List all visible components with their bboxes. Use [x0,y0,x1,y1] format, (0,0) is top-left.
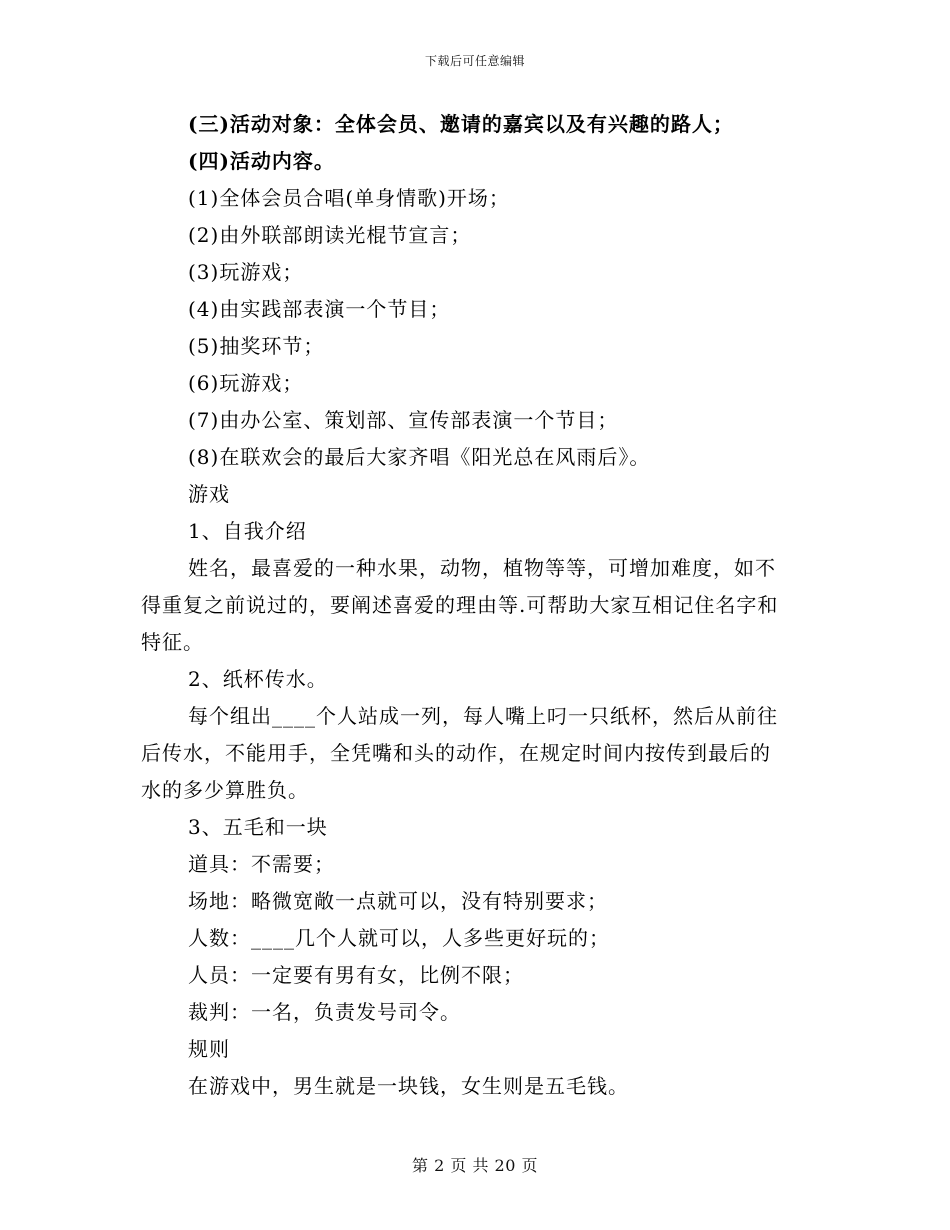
game-3-referee: 裁判：一名，负责发号司令。 [188,1000,461,1024]
activity-item-4: (4)由实践部表演一个节目； [188,297,451,321]
game-2-title: 2、纸杯传水。 [188,667,328,691]
games-heading: 游戏 [188,482,230,506]
activity-item-5: (5)抽奖环节； [188,334,325,358]
game-3-title: 3、五毛和一块 [188,815,328,839]
game-3-props: 道具：不需要； [188,852,335,876]
section-heading-activity-content: (四)活动内容。 [188,149,335,173]
activity-item-3: (3)玩游戏； [188,260,304,284]
game-1-description-line-1: 姓名，最喜爱的一种水果，动物，植物等等，可增加难度，如不 [188,556,776,580]
activity-item-7: (7)由办公室、策划部、宣传部表演一个节目； [188,408,619,432]
game-3-player-count: 人数：____几个人就可以，人多些更好玩的； [188,926,610,950]
game-2-description-line-3: 水的多少算胜负。 [141,778,309,802]
game-3-participants: 人员：一定要有男有女，比例不限； [188,963,524,987]
game-1-title: 1、自我介绍 [188,519,307,543]
page-header: 下载后可任意编辑 [424,54,525,68]
rules-description: 在游戏中，男生就是一块钱，女生则是五毛钱。 [188,1074,629,1098]
activity-item-1: (1)全体会员合唱(单身情歌)开场； [188,186,510,210]
game-2-description-line-2: 后传水，不能用手，全凭嘴和头的动作，在规定时间内按传到最后的 [141,741,771,765]
activity-item-6: (6)玩游戏； [188,371,304,395]
document-body [141,106,811,1105]
game-1-description-line-2: 得重复之前说过的，要阐述喜爱的理由等.可帮助大家互相记住名字和 [141,593,779,617]
section-heading-activity-target: (三)活动对象：全体会员、邀请的嘉宾以及有兴趣的路人； [188,112,734,136]
game-3-venue: 场地：略微宽敞一点就可以，没有特别要求； [188,889,608,913]
game-2-description-line-1: 每个组出____个人站成一列，每人嘴上叼一只纸杯，然后从前往 [188,704,778,728]
page-footer: 第 2 页 共 20 页 [412,1156,538,1175]
activity-item-2: (2)由外联部朗读光棍节宣言； [188,223,472,247]
game-1-description-line-3: 特征。 [141,630,204,654]
rules-heading: 规则 [188,1037,230,1061]
activity-item-8: (8)在联欢会的最后大家齐唱《阳光总在风雨后》。 [188,445,651,469]
